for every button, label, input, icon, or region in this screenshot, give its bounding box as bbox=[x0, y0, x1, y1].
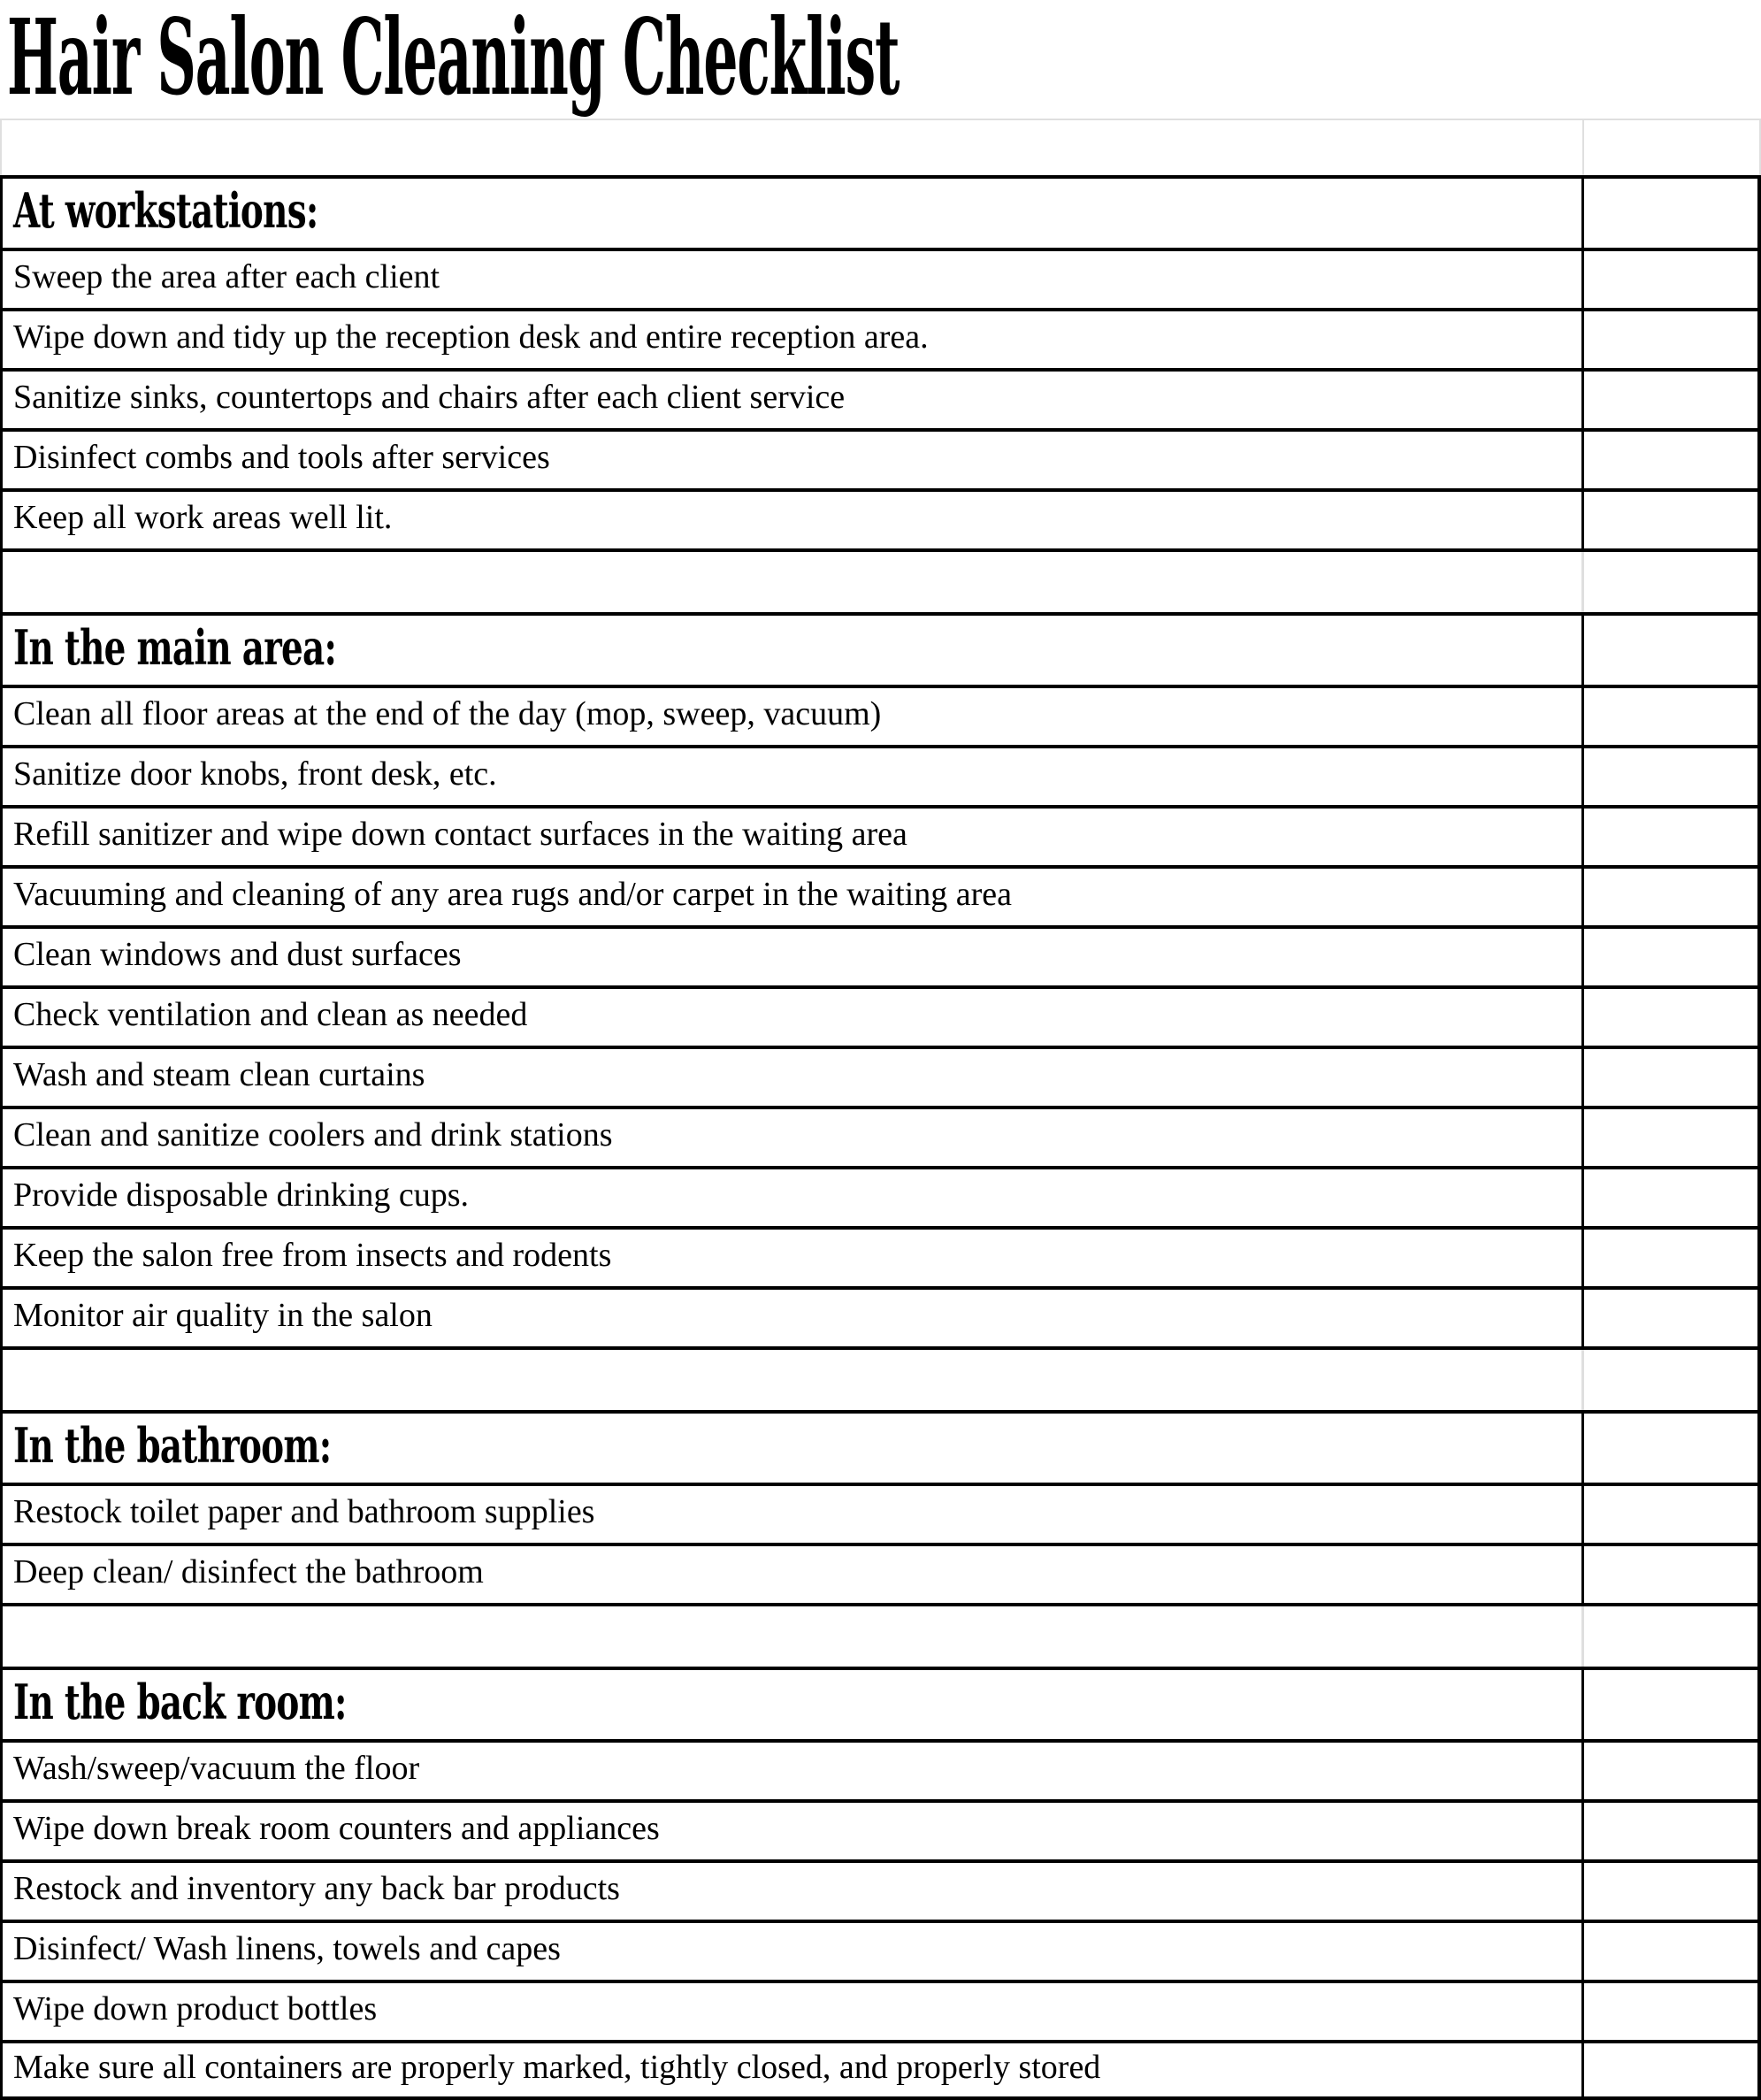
task-label: Deep clean/ disinfect the bathroom bbox=[13, 1553, 484, 1590]
task-cell bbox=[0, 748, 1584, 805]
task-label: Clean and sanitize coolers and drink stations bbox=[13, 1116, 613, 1153]
task-row bbox=[0, 985, 1761, 1046]
section-header-row bbox=[0, 1410, 1761, 1483]
spacer-cell bbox=[0, 552, 1584, 612]
task-label: Wash and steam clean curtains bbox=[13, 1056, 425, 1093]
checkbox-cell[interactable] bbox=[1584, 1169, 1761, 1226]
checkbox-cell[interactable] bbox=[1584, 1230, 1761, 1286]
task-cell bbox=[0, 2043, 1584, 2096]
task-label: Refill sanitizer and wipe down contact surfaces in the waiting area bbox=[13, 816, 907, 853]
task-cell bbox=[0, 1290, 1584, 1346]
checkbox-cell bbox=[1584, 120, 1761, 175]
checkbox-cell[interactable] bbox=[1584, 1983, 1761, 2040]
checkbox-cell[interactable] bbox=[1584, 1923, 1761, 1980]
task-row bbox=[0, 865, 1761, 925]
task-label: Check ventilation and clean as needed bbox=[13, 996, 528, 1033]
section-header-label: At workstations: bbox=[13, 182, 318, 239]
task-row bbox=[0, 1166, 1761, 1226]
task-label: Wipe down and tidy up the reception desk and entire reception area. bbox=[13, 318, 929, 356]
task-cell bbox=[0, 492, 1584, 548]
task-row bbox=[0, 1739, 1761, 1799]
checkbox-cell[interactable] bbox=[1584, 1803, 1761, 1859]
task-label: Monitor air quality in the salon bbox=[13, 1297, 433, 1334]
checkbox-cell bbox=[1584, 552, 1761, 612]
spacer-cell bbox=[0, 1606, 1584, 1667]
task-label: Sanitize sinks, countertops and chairs after each client service bbox=[13, 379, 846, 416]
checkbox-cell[interactable] bbox=[1584, 1109, 1761, 1166]
checkbox-cell[interactable] bbox=[1584, 1486, 1761, 1543]
page-title bbox=[0, 0, 1761, 119]
section-header-label: In the back room: bbox=[13, 1674, 347, 1730]
section-header-row bbox=[0, 612, 1761, 685]
checkbox-cell[interactable] bbox=[1584, 1049, 1761, 1106]
checkbox-cell bbox=[1584, 1606, 1761, 1667]
task-row bbox=[0, 428, 1761, 488]
task-row bbox=[0, 1799, 1761, 1859]
spacer-row bbox=[0, 548, 1761, 612]
task-row bbox=[0, 1286, 1761, 1346]
task-label: Disinfect/ Wash linens, towels and capes bbox=[13, 1930, 561, 1967]
task-label: Wipe down break room counters and appliances bbox=[13, 1810, 660, 1847]
checkbox-cell[interactable] bbox=[1584, 372, 1761, 428]
task-row bbox=[0, 368, 1761, 428]
checkbox-cell[interactable] bbox=[1584, 748, 1761, 805]
task-label: Keep all work areas well lit. bbox=[13, 499, 393, 536]
spacer-cell bbox=[0, 120, 1584, 175]
task-row bbox=[0, 1483, 1761, 1543]
task-row bbox=[0, 488, 1761, 548]
task-row bbox=[0, 1859, 1761, 1920]
spacer-row bbox=[0, 119, 1761, 175]
task-row bbox=[0, 308, 1761, 368]
task-label: Restock and inventory any back bar products bbox=[13, 1870, 620, 1907]
page-title-text: Hair Salon Cleaning Checklist bbox=[7, 0, 900, 119]
checkbox-cell[interactable] bbox=[1584, 929, 1761, 985]
task-cell bbox=[0, 1923, 1584, 1980]
checkbox-cell[interactable] bbox=[1584, 2043, 1761, 2096]
task-row bbox=[0, 925, 1761, 985]
task-cell bbox=[0, 989, 1584, 1046]
task-label: Vacuuming and cleaning of any area rugs and/or carpet in the waiting area bbox=[13, 876, 1012, 913]
task-label: Clean windows and dust surfaces bbox=[13, 936, 462, 973]
checkbox-cell[interactable] bbox=[1584, 1743, 1761, 1799]
task-label: Provide disposable drinking cups. bbox=[13, 1176, 470, 1214]
task-row bbox=[0, 1543, 1761, 1603]
task-cell bbox=[0, 432, 1584, 488]
task-label: Make sure all containers are properly marked, tightly closed, and properly stored bbox=[13, 2049, 1101, 2086]
checkbox-cell[interactable] bbox=[1584, 432, 1761, 488]
section-header-row bbox=[0, 175, 1761, 248]
checkbox-cell[interactable] bbox=[1584, 1290, 1761, 1346]
task-label: Restock toilet paper and bathroom supplies bbox=[13, 1493, 595, 1530]
checkbox-cell[interactable] bbox=[1584, 311, 1761, 368]
task-label: Disinfect combs and tools after services bbox=[13, 439, 550, 476]
checkbox-cell[interactable] bbox=[1584, 616, 1761, 685]
task-cell bbox=[0, 1169, 1584, 1226]
task-label: Sanitize door knobs, front desk, etc. bbox=[13, 755, 497, 793]
task-cell bbox=[0, 1546, 1584, 1603]
task-label: Wipe down product bottles bbox=[13, 1990, 378, 2027]
checkbox-cell[interactable] bbox=[1584, 688, 1761, 745]
checkbox-cell[interactable] bbox=[1584, 251, 1761, 308]
checkbox-cell[interactable] bbox=[1584, 1670, 1761, 1739]
task-row bbox=[0, 685, 1761, 745]
task-cell bbox=[0, 251, 1584, 308]
checkbox-cell[interactable] bbox=[1584, 809, 1761, 865]
spacer-cell bbox=[0, 1350, 1584, 1410]
task-cell bbox=[0, 311, 1584, 368]
task-cell bbox=[0, 372, 1584, 428]
task-cell bbox=[0, 1109, 1584, 1166]
section-header-cell bbox=[0, 1670, 1584, 1739]
checklist-table bbox=[0, 119, 1761, 2100]
task-row bbox=[0, 745, 1761, 805]
checkbox-cell[interactable] bbox=[1584, 1863, 1761, 1920]
task-cell bbox=[0, 1230, 1584, 1286]
checkbox-cell bbox=[1584, 1350, 1761, 1410]
spacer-row bbox=[0, 1346, 1761, 1410]
task-row bbox=[0, 1920, 1761, 1980]
task-row bbox=[0, 248, 1761, 308]
checkbox-cell[interactable] bbox=[1584, 1414, 1761, 1483]
task-cell bbox=[0, 1863, 1584, 1920]
spacer-row bbox=[0, 1603, 1761, 1667]
checkbox-cell[interactable] bbox=[1584, 989, 1761, 1046]
task-row bbox=[0, 1106, 1761, 1166]
section-header-cell bbox=[0, 1414, 1584, 1483]
task-row bbox=[0, 1046, 1761, 1106]
task-cell bbox=[0, 1486, 1584, 1543]
task-label: Wash/sweep/vacuum the floor bbox=[13, 1750, 420, 1787]
task-cell bbox=[0, 1743, 1584, 1799]
task-cell bbox=[0, 929, 1584, 985]
task-label: Keep the salon free from insects and rodents bbox=[13, 1237, 612, 1274]
task-label: Sweep the area after each client bbox=[13, 258, 440, 295]
section-header-row bbox=[0, 1667, 1761, 1739]
section-header-label: In the bathroom: bbox=[13, 1417, 332, 1474]
task-cell bbox=[0, 809, 1584, 865]
task-cell bbox=[0, 1049, 1584, 1106]
task-cell bbox=[0, 869, 1584, 925]
checkbox-cell[interactable] bbox=[1584, 1546, 1761, 1603]
checkbox-cell[interactable] bbox=[1584, 179, 1761, 248]
task-row bbox=[0, 2040, 1761, 2100]
section-header-cell bbox=[0, 616, 1584, 685]
task-cell bbox=[0, 1803, 1584, 1859]
task-cell bbox=[0, 688, 1584, 745]
checkbox-cell[interactable] bbox=[1584, 869, 1761, 925]
task-row bbox=[0, 805, 1761, 865]
task-row bbox=[0, 1980, 1761, 2040]
task-cell bbox=[0, 1983, 1584, 2040]
task-row bbox=[0, 1226, 1761, 1286]
section-header-cell bbox=[0, 179, 1584, 248]
checkbox-cell[interactable] bbox=[1584, 492, 1761, 548]
task-label: Clean all floor areas at the end of the day (mop, sweep, vacuum) bbox=[13, 695, 882, 732]
section-header-label: In the main area: bbox=[13, 619, 337, 676]
